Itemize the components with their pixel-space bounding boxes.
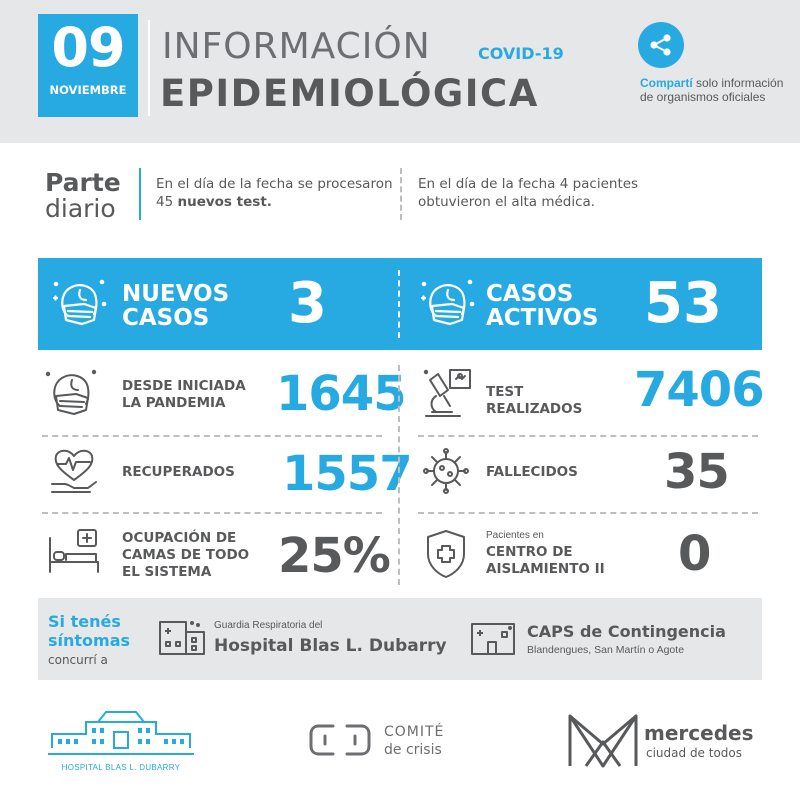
active-cases-label-1: CASOS bbox=[486, 281, 574, 307]
pandemic-label-2: LA PANDEMIA bbox=[122, 395, 226, 411]
isolation-label bbox=[486, 544, 605, 578]
beds-label-1: OCUPACIÓN DE bbox=[122, 530, 237, 546]
symptoms-heading-2: síntomas bbox=[48, 631, 131, 650]
cases-band bbox=[38, 258, 762, 350]
tests-label-2: REALIZADOS bbox=[486, 401, 583, 417]
hospital-name: Hospital Blas L. Dubarry bbox=[214, 636, 447, 656]
column-divider bbox=[398, 365, 400, 585]
row-divider bbox=[42, 435, 382, 437]
recovered-label: RECUPERADOS bbox=[122, 464, 235, 480]
hospital-bed-icon bbox=[46, 528, 102, 576]
parte-title-bold: Parte bbox=[45, 168, 121, 197]
masked-face-icon bbox=[42, 368, 100, 422]
parte-diario-title bbox=[45, 170, 135, 222]
row-divider bbox=[418, 512, 758, 514]
discharges-note: En el día de la fecha 4 pacientes obtuvieron el alta médica. bbox=[418, 176, 639, 210]
deceased-label: FALLECIDOS bbox=[486, 464, 578, 480]
isolation-value: 0 bbox=[678, 526, 711, 582]
mercedes-logo-icon bbox=[566, 710, 640, 770]
header-panel bbox=[0, 0, 800, 143]
band-divider bbox=[398, 270, 400, 338]
shield-cross-icon bbox=[424, 528, 468, 580]
title-tag: COVID-19 bbox=[478, 44, 564, 63]
pandemic-value: 1645 bbox=[276, 366, 406, 422]
mercedes-slogan: ciudad de todos bbox=[646, 746, 743, 760]
active-cases-label-2: ACTIVOS bbox=[486, 305, 599, 331]
clinic-building-icon bbox=[470, 620, 516, 656]
heart-hand-icon bbox=[46, 446, 102, 496]
tests-note-bold: nuevos test. bbox=[177, 194, 272, 210]
share-note bbox=[640, 76, 790, 104]
pandemic-label-1: DESDE INICIADA bbox=[122, 378, 246, 394]
row-divider bbox=[42, 512, 382, 514]
parte-divider bbox=[139, 168, 141, 220]
symptoms-subheading: concurrí a bbox=[48, 653, 108, 667]
beds-label-2: CAMAS DE TODO bbox=[122, 547, 250, 563]
share-note-rest: solo información de organismos oficiales bbox=[640, 76, 784, 104]
comite-subtitle: de crisis bbox=[384, 742, 442, 758]
masked-face-icon bbox=[418, 276, 476, 334]
masked-face-icon bbox=[50, 276, 108, 334]
active-cases-label bbox=[486, 282, 598, 330]
active-cases-value: 53 bbox=[644, 271, 722, 336]
virus-icon bbox=[420, 446, 472, 496]
tests-processed-note bbox=[156, 175, 396, 211]
tests-label-1: TEST bbox=[486, 384, 524, 400]
symptoms-heading-1: Si tenés bbox=[48, 612, 121, 631]
hospital-logo-text: HOSPITAL BLAS L. DUBARRY bbox=[61, 763, 181, 772]
row-divider bbox=[418, 435, 758, 437]
date-month: NOVIEMBRE bbox=[49, 83, 127, 97]
parte-title-light: diario bbox=[45, 194, 116, 223]
note-divider bbox=[400, 168, 402, 220]
symptoms-panel bbox=[38, 598, 762, 680]
beds-value: 25% bbox=[278, 528, 390, 584]
hospital-building-icon bbox=[158, 620, 206, 656]
isolation-caption: Pacientes en bbox=[486, 530, 544, 541]
comite-logo-icon bbox=[305, 720, 375, 760]
hospital-logo-icon bbox=[46, 708, 196, 760]
isolation-label-2: AISLAMIENTO II bbox=[486, 561, 605, 577]
beds-label bbox=[122, 530, 249, 581]
comite-title: COMITÉ bbox=[384, 724, 445, 740]
tests-value: 7406 bbox=[634, 362, 764, 418]
tests-note-text: En el día de la fecha se procesaron 45 bbox=[156, 176, 393, 210]
symptoms-heading bbox=[48, 612, 130, 650]
pandemic-label bbox=[122, 378, 246, 412]
microscope-icon bbox=[420, 366, 476, 422]
new-cases-label bbox=[122, 282, 229, 330]
share-icon bbox=[638, 22, 684, 68]
deceased-value: 35 bbox=[664, 444, 729, 500]
date-badge bbox=[38, 14, 138, 117]
caps-locations: Blandengues, San Martín o Agote bbox=[527, 644, 685, 656]
tests-label bbox=[486, 384, 582, 418]
hospital-caption: Guardia Respiratoria del bbox=[214, 620, 323, 631]
header-divider bbox=[148, 20, 150, 116]
isolation-label-1: CENTRO DE bbox=[486, 544, 573, 560]
new-cases-label-1: NUEVOS bbox=[122, 281, 230, 307]
title-line-1: INFORMACIÓN bbox=[162, 26, 431, 67]
date-day: 09 bbox=[51, 16, 125, 79]
title-line-2: EPIDEMIOLÓGICA bbox=[160, 72, 539, 115]
new-cases-label-2: CASOS bbox=[122, 305, 210, 331]
new-cases-value: 3 bbox=[288, 271, 327, 336]
recovered-value: 1557 bbox=[282, 446, 412, 502]
beds-label-3: EL SISTEMA bbox=[122, 564, 212, 580]
caps-name: CAPS de Contingencia bbox=[527, 622, 726, 641]
share-note-bold: Compartí bbox=[640, 76, 693, 90]
mercedes-title: mercedes bbox=[644, 721, 754, 745]
